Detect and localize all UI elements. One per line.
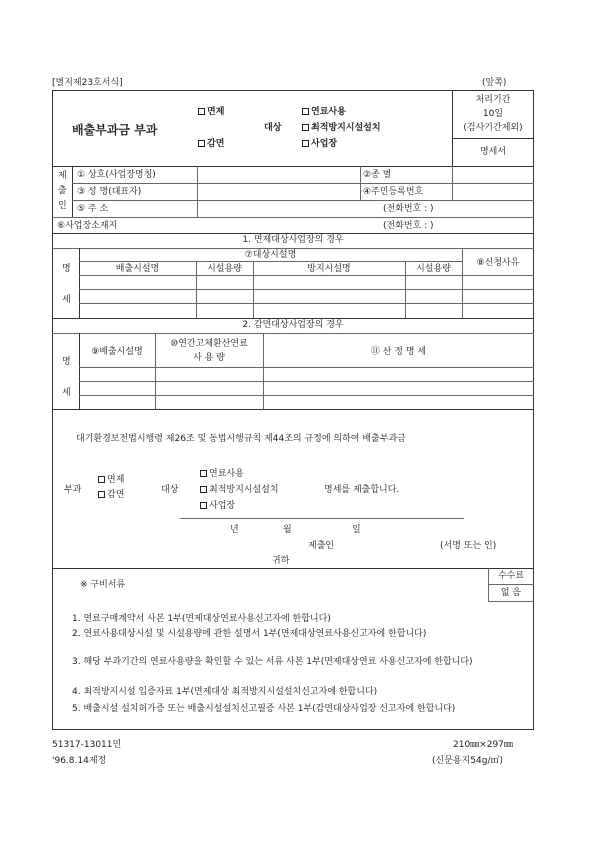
col-fuel-line-2: 사 용 량 — [193, 353, 225, 363]
option-fuel[interactable]: 연료사용 — [302, 108, 346, 117]
checkbox-icon[interactable] — [198, 140, 205, 147]
recipient-label: 귀하 — [272, 556, 290, 566]
section1-side-1: 명 — [62, 264, 71, 274]
checkbox-icon[interactable] — [302, 140, 309, 147]
period-note: (검사기간제외) — [463, 123, 523, 133]
applicant-side-1: 제 — [58, 171, 67, 181]
submit-text: 명세를 제출합니다. — [324, 485, 400, 495]
applicant-side-2: 출 — [58, 186, 67, 196]
applicant-side-3: 인 — [58, 201, 67, 211]
attachment-item-4: 4. 최적방지시설 입증자료 1부(면제대상 최적방지시설설치신고자에 한합니다) — [72, 687, 378, 697]
decl-target-label: 대상 — [161, 485, 179, 495]
attachments-heading: ※ 구비서류 — [80, 580, 126, 590]
attachment-item-1: 1. 연료구매계약서 사본 1부(면제대상연료사용신고자에 한합니다) — [72, 614, 331, 624]
name-label: ③ 성 명(대표자) — [77, 187, 142, 197]
decl-option-exempt[interactable]: 면제 — [98, 476, 124, 485]
type-label: ②종 별 — [363, 170, 392, 180]
option-site[interactable]: 사업장 — [302, 140, 337, 149]
attachment-item-3: 3. 해당 부과기간의 연료사용량을 확인할 수 있는 서류 사본 1부(면제대상연료 사용신고자에 한합니다) — [72, 657, 473, 667]
period-value: 10일 — [482, 109, 504, 119]
date-year: 년 — [230, 525, 239, 535]
rrn-label: ④주민등록번호 — [363, 187, 424, 197]
footer-code: 51317-13011민 — [52, 740, 122, 750]
checkbox-icon[interactable] — [302, 108, 309, 115]
col-emission-2: ⑨배출시설명 — [91, 347, 143, 357]
target-label: 대상 — [264, 123, 282, 133]
col-detail: ⑪ 산 정 명 세 — [370, 347, 427, 357]
footer-size: 210㎜×297㎜ — [453, 740, 513, 750]
checkbox-icon[interactable] — [98, 476, 105, 483]
site-label: ⑥사업장소재지 — [57, 221, 118, 231]
attachment-item-5: 5. 배출시설 설치허가증 또는 배출시설설치신고필증 사본 1부(감면대상사업장 신고자에 한합니다) — [72, 704, 456, 714]
col-fuel-line-1: ⑩연간고체환산연료 — [170, 339, 248, 349]
side-label: (앞쪽) — [482, 78, 507, 88]
decl-option-fuel[interactable]: 연료사용 — [200, 470, 244, 479]
form-title: 배출부과금 부과 — [72, 123, 158, 137]
section2-side-1: 명 — [62, 357, 71, 367]
section1-side-2: 세 — [62, 295, 71, 305]
statement: 대기환경보전법시행령 제26조 및 동법시행규칙 제44조의 규정에 의하여 배출부과금 — [76, 434, 406, 444]
address-label: ⑤ 주 소 — [77, 204, 109, 214]
checkbox-icon[interactable] — [200, 486, 207, 493]
section1-title: 1. 면제대상사업장의 경우 — [242, 235, 344, 245]
attachment-item-2: 2. 연료사용대상시설 및 시설용량에 관한 설명서 1부(면제대상연료사용신고자에 한합니다) — [72, 629, 427, 639]
decl-option-site[interactable]: 사업장 — [200, 502, 235, 511]
decl-option-facility[interactable]: 최적방지시설설치 — [200, 486, 279, 495]
col-capacity-2: 시설용량 — [416, 264, 451, 274]
submitter-label: 제출인 — [308, 541, 335, 551]
checkbox-icon[interactable] — [98, 491, 105, 498]
decl-option-reduce[interactable]: 감면 — [98, 491, 124, 500]
form-number: [별지제23호서식] — [52, 78, 123, 88]
footer-paper: (신문용지54g/㎡) — [432, 756, 503, 766]
company-label: ① 상호(사업장명칭) — [77, 170, 156, 180]
fee-label: 수수료 — [497, 571, 525, 581]
section2-title: 2. 감면대상사업장의 경우 — [242, 320, 344, 330]
section2-side-2: 세 — [62, 388, 71, 398]
date-day: 일 — [352, 525, 361, 535]
period-label: 처리기간 — [475, 95, 511, 105]
col-prevention: 방지시설명 — [307, 264, 351, 274]
checkbox-icon[interactable] — [200, 502, 207, 509]
phone-1: (전화번호 : ) — [383, 204, 434, 214]
option-exempt[interactable]: 면제 — [198, 108, 224, 117]
col-emission: 배출시설명 — [115, 264, 160, 274]
fee-value: 없 음 — [500, 588, 522, 598]
facility-header: ⑦대상시설명 — [244, 250, 297, 260]
option-facility[interactable]: 최적방지시설설치 — [302, 124, 381, 133]
col-capacity-1: 시설용량 — [207, 264, 242, 274]
doc-name: 명세서 — [479, 147, 507, 157]
levy-label: 부과 — [64, 485, 82, 495]
option-reduce[interactable]: 감면 — [198, 140, 224, 149]
checkbox-icon[interactable] — [302, 124, 309, 131]
phone-2: (전화번호 : ) — [383, 221, 434, 231]
date-month: 월 — [283, 525, 292, 535]
footer-date: '96.8.14제정 — [52, 756, 107, 766]
checkbox-icon[interactable] — [198, 108, 205, 115]
checkbox-icon[interactable] — [200, 470, 207, 477]
sign-label: (서명 또는 인) — [440, 541, 497, 551]
col-reason: ⑧신청사유 — [476, 258, 520, 268]
